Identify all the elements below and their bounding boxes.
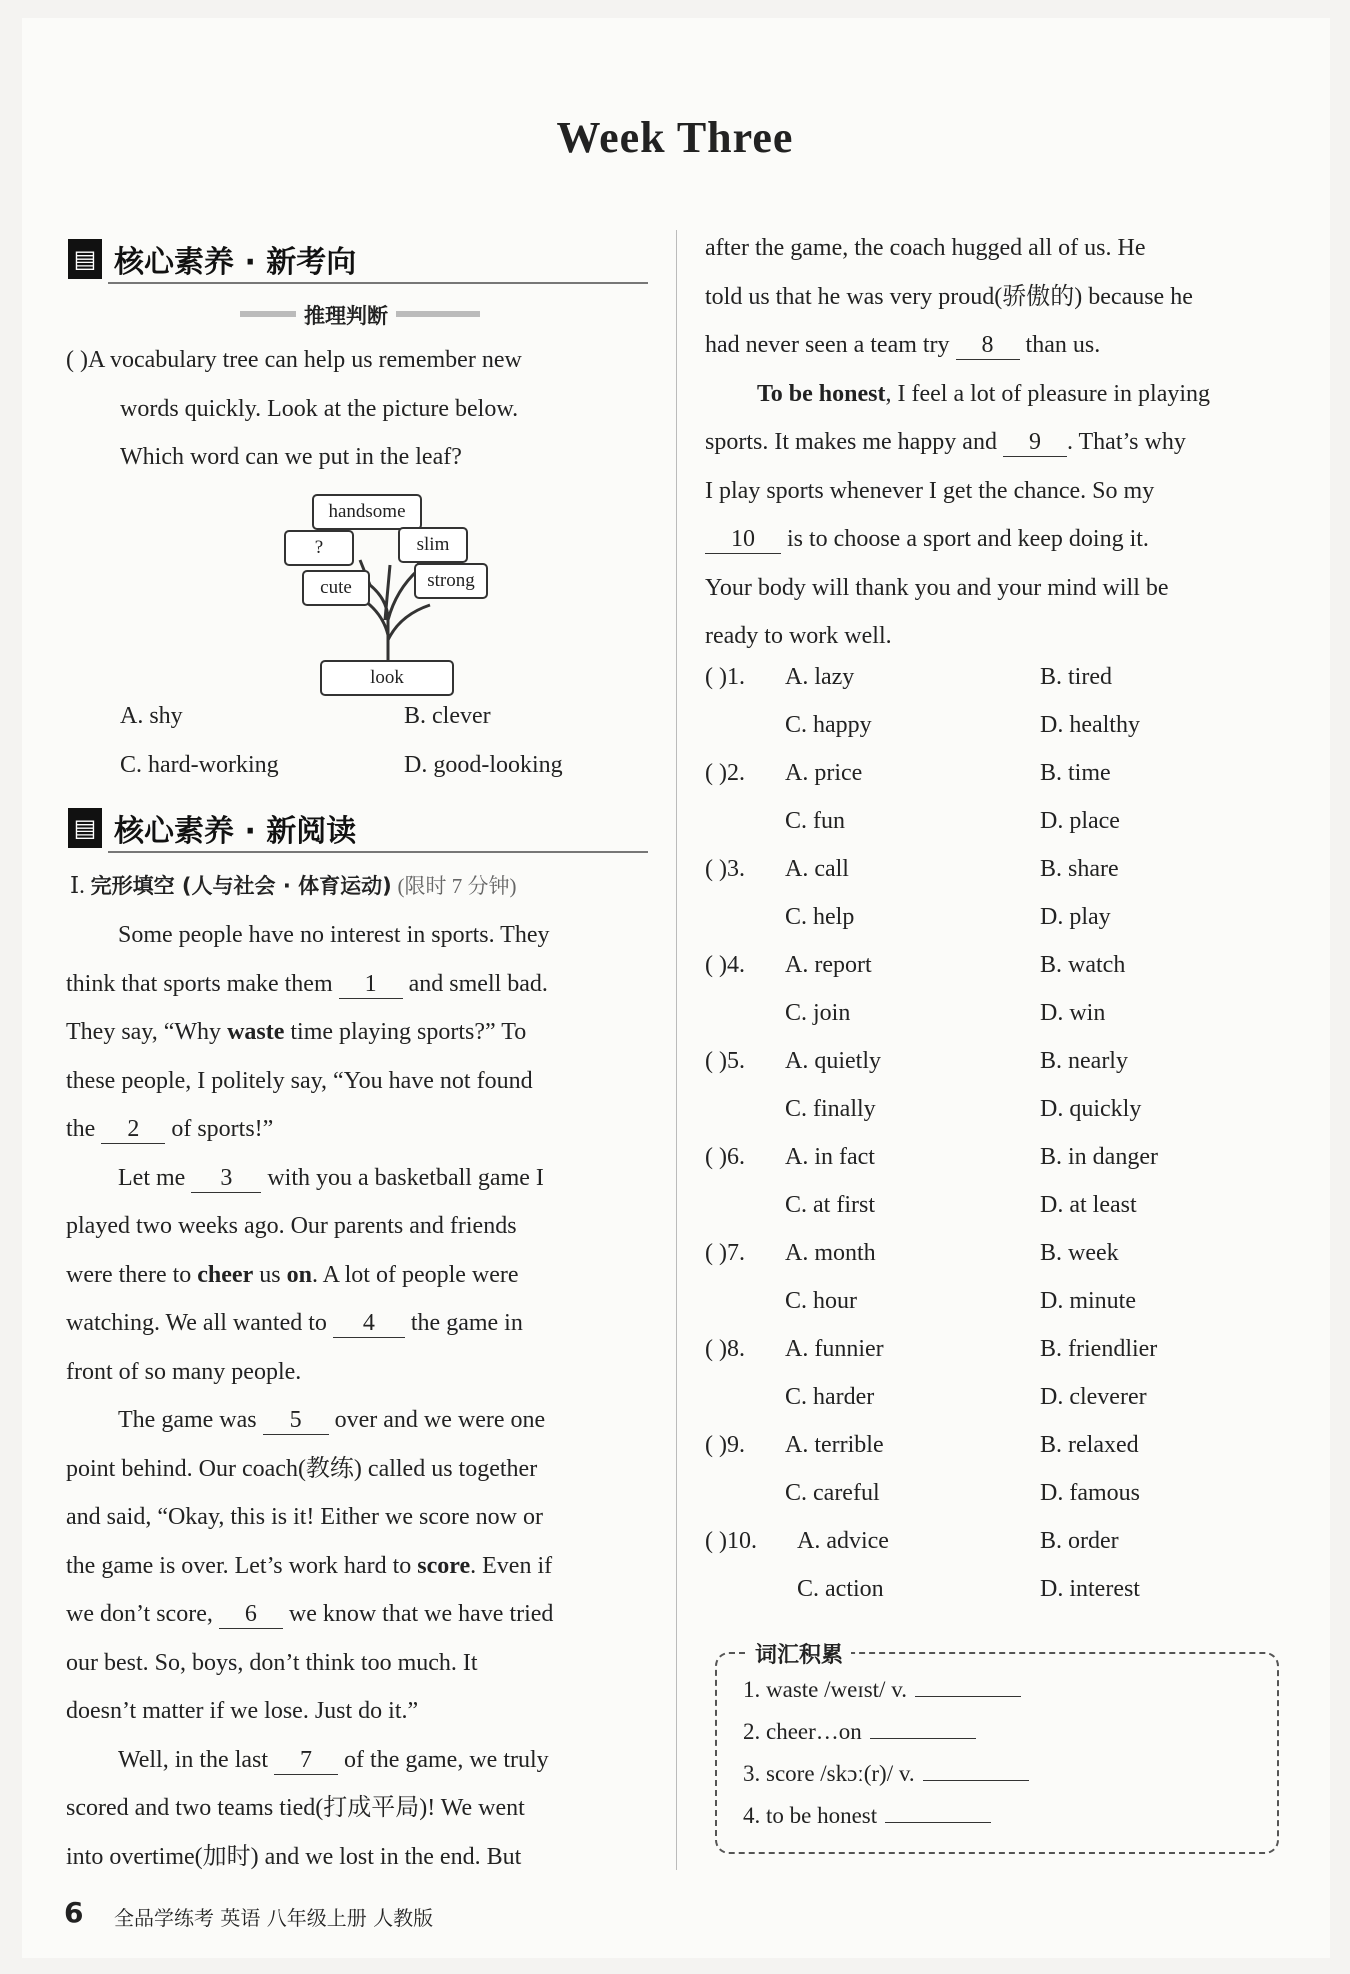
- column-divider: [676, 230, 677, 1870]
- q9-row[interactable]: ( )9.: [705, 1432, 745, 1458]
- cloze-passage-left: Some people have no interest in sports. They think that sports make them 1 and smell bad. They say, “Why waste time playing sports?” To these people, I politely say, “You have not found the 2 of sports!” Let me 3 with you a basketball game I played two weeks ago. Our parents and friends were there to cheer us on. A lot of people were watching. We all wanted to 4 the game in front of so many people. The game was 5 over and we were one point behind. Our coach(教练) called us together and said, “Okay, this is it! Either we score now or the game is over. Let’s work hard to score. Even if we don’t score, 6 we know that we have tried our best. So, boys, don’t think too much. It doesn’t matter if we lose. Just do it.” Well, in the last 7 of the game, we truly scored and two teams tied(打成平局)! We went into overtime(加时) and we lost in the end. But: [66, 922, 554, 1870]
- q10-option-a[interactable]: A. advice: [797, 1528, 889, 1554]
- q3-option-a[interactable]: A. call: [785, 856, 849, 882]
- q5-option-c[interactable]: C. finally: [785, 1096, 876, 1122]
- q1-option-c[interactable]: C. happy: [785, 712, 872, 738]
- q2-option-c[interactable]: C. fun: [785, 808, 845, 834]
- q3-option-d[interactable]: D. play: [1040, 904, 1111, 930]
- q2-option-d[interactable]: D. place: [1040, 808, 1120, 834]
- q3-option-b[interactable]: B. share: [1040, 856, 1119, 882]
- q2-row[interactable]: ( )2.: [705, 760, 745, 786]
- blank-10[interactable]: 10: [705, 525, 781, 554]
- vocabulary-box: [715, 1643, 1279, 1854]
- q2-option-a[interactable]: A. price: [785, 760, 863, 786]
- blank-4[interactable]: 4: [333, 1309, 405, 1338]
- q10-row[interactable]: ( )10.: [705, 1528, 757, 1554]
- q7-option-d[interactable]: D. minute: [1040, 1288, 1136, 1314]
- q8-option-c[interactable]: C. harder: [785, 1384, 875, 1410]
- q8-row[interactable]: ( )8.: [705, 1336, 745, 1362]
- section-rule-2: [108, 851, 648, 853]
- blank-7[interactable]: 7: [274, 1746, 338, 1775]
- subhead-reasoning: 推理判断: [296, 300, 396, 330]
- vocab-answer-line-1[interactable]: [915, 1676, 1021, 1697]
- option-c[interactable]: C. hard-working: [120, 752, 279, 778]
- q9-option-b[interactable]: B. relaxed: [1040, 1432, 1139, 1458]
- section-title-2: 核心素养 · 新阅读: [114, 814, 357, 849]
- q5-option-d[interactable]: D. quickly: [1040, 1096, 1142, 1122]
- vocab-answer-line-2[interactable]: [870, 1718, 976, 1739]
- q5-row[interactable]: ( )5.: [705, 1048, 745, 1074]
- book-icon: ▤: [68, 239, 102, 279]
- q7-option-a[interactable]: A. month: [785, 1240, 876, 1266]
- page-title: Week Three: [556, 113, 794, 162]
- tree-root-look: look: [320, 660, 454, 696]
- section-title-1: 核心素养 · 新考向: [114, 245, 357, 280]
- vocab-answer-line-3[interactable]: [923, 1760, 1029, 1781]
- q8-option-b[interactable]: B. friendlier: [1040, 1336, 1158, 1362]
- q8-option-a[interactable]: A. funnier: [785, 1336, 884, 1362]
- q6-option-a[interactable]: A. in fact: [785, 1144, 875, 1170]
- q4-option-b[interactable]: B. watch: [1040, 952, 1126, 978]
- blank-9[interactable]: 9: [1003, 428, 1067, 457]
- tree-word-handsome: handsome: [312, 494, 422, 530]
- blank-8[interactable]: 8: [956, 331, 1020, 360]
- footer-book-info: 全品学练考 英语 八年级上册 人教版: [114, 1906, 434, 1930]
- q3-option-c[interactable]: C. help: [785, 904, 855, 930]
- q4-option-a[interactable]: A. report: [785, 952, 872, 978]
- cloze-passage-right: after the game, the coach hugged all of us. He told us that he was very proud(骄傲的) because he had never seen a team try 8 than us. To be honest, I feel a lot of pleasure in playing sports. It makes me happy and 9 . That’s why I play sports whenever I get the chance. So my 10 is to choose a sport and keep doing it. Your body will thank you and your mind will be ready to work well.: [705, 235, 1211, 649]
- q1-option-b[interactable]: B. tired: [1040, 664, 1112, 690]
- vocabulary-title: 词汇积累: [747, 1638, 851, 1669]
- q4-row[interactable]: ( )4.: [705, 952, 745, 978]
- q10-option-b[interactable]: B. order: [1040, 1528, 1119, 1554]
- option-b[interactable]: B. clever: [404, 703, 491, 729]
- q10-option-d[interactable]: D. interest: [1040, 1576, 1140, 1602]
- section-header-2: [68, 806, 356, 850]
- q10-option-c[interactable]: C. action: [797, 1576, 884, 1602]
- question-stem: ( )A vocabulary tree can help us remember new words quickly. Look at the picture below. Which word can we put in the leaf?: [66, 347, 522, 470]
- page-number: 6: [64, 1896, 84, 1929]
- vocab-item-3: 3. score /skɔː(r)/ v.: [743, 1760, 1029, 1787]
- section-rule-1: [108, 282, 648, 284]
- tree-word-strong: strong: [414, 563, 488, 599]
- q8-option-d[interactable]: D. cleverer: [1040, 1384, 1147, 1410]
- q1-option-d[interactable]: D. healthy: [1040, 712, 1140, 738]
- q5-option-a[interactable]: A. quietly: [785, 1048, 881, 1074]
- blank-6[interactable]: 6: [219, 1600, 283, 1629]
- vocab-item-1: 1. waste /weɪst/ v.: [743, 1676, 1021, 1703]
- q6-option-c[interactable]: C. at first: [785, 1192, 875, 1218]
- q1-option-a[interactable]: A. lazy: [785, 664, 855, 690]
- vocab-answer-line-4[interactable]: [885, 1802, 991, 1823]
- q2-option-b[interactable]: B. time: [1040, 760, 1111, 786]
- q9-option-a[interactable]: A. terrible: [785, 1432, 884, 1458]
- tree-word-unknown: ?: [284, 530, 354, 566]
- cloze-heading: Ⅰ. 完形填空 (人与社会 · 体育运动) (限时 7 分钟): [70, 873, 517, 898]
- q6-option-b[interactable]: B. in danger: [1040, 1144, 1158, 1170]
- blank-3[interactable]: 3: [191, 1164, 261, 1193]
- option-a[interactable]: A. shy: [120, 703, 183, 729]
- section-header-1: [68, 237, 356, 281]
- book-icon: ▤: [68, 808, 102, 848]
- option-d[interactable]: D. good-looking: [404, 752, 563, 778]
- answer-bracket[interactable]: ( ): [66, 347, 88, 373]
- blank-5[interactable]: 5: [263, 1406, 329, 1435]
- tree-word-cute: cute: [302, 570, 370, 606]
- q1-row[interactable]: ( )1.: [705, 664, 745, 690]
- q9-option-d[interactable]: D. famous: [1040, 1480, 1140, 1506]
- q4-option-c[interactable]: C. join: [785, 1000, 851, 1026]
- q7-row[interactable]: ( )7.: [705, 1240, 745, 1266]
- q3-row[interactable]: ( )3.: [705, 856, 745, 882]
- q6-row[interactable]: ( )6.: [705, 1144, 745, 1170]
- blank-2[interactable]: 2: [101, 1115, 165, 1144]
- blank-1[interactable]: 1: [339, 970, 403, 999]
- q7-option-c[interactable]: C. hour: [785, 1288, 857, 1314]
- q4-option-d[interactable]: D. win: [1040, 1000, 1106, 1026]
- vocab-item-4: 4. to be honest: [743, 1802, 991, 1829]
- q7-option-b[interactable]: B. week: [1040, 1240, 1119, 1266]
- q5-option-b[interactable]: B. nearly: [1040, 1048, 1128, 1074]
- tree-word-slim: slim: [398, 527, 468, 563]
- vocab-item-2: 2. cheer…on: [743, 1718, 976, 1745]
- q9-option-c[interactable]: C. careful: [785, 1480, 880, 1506]
- q6-option-d[interactable]: D. at least: [1040, 1192, 1137, 1218]
